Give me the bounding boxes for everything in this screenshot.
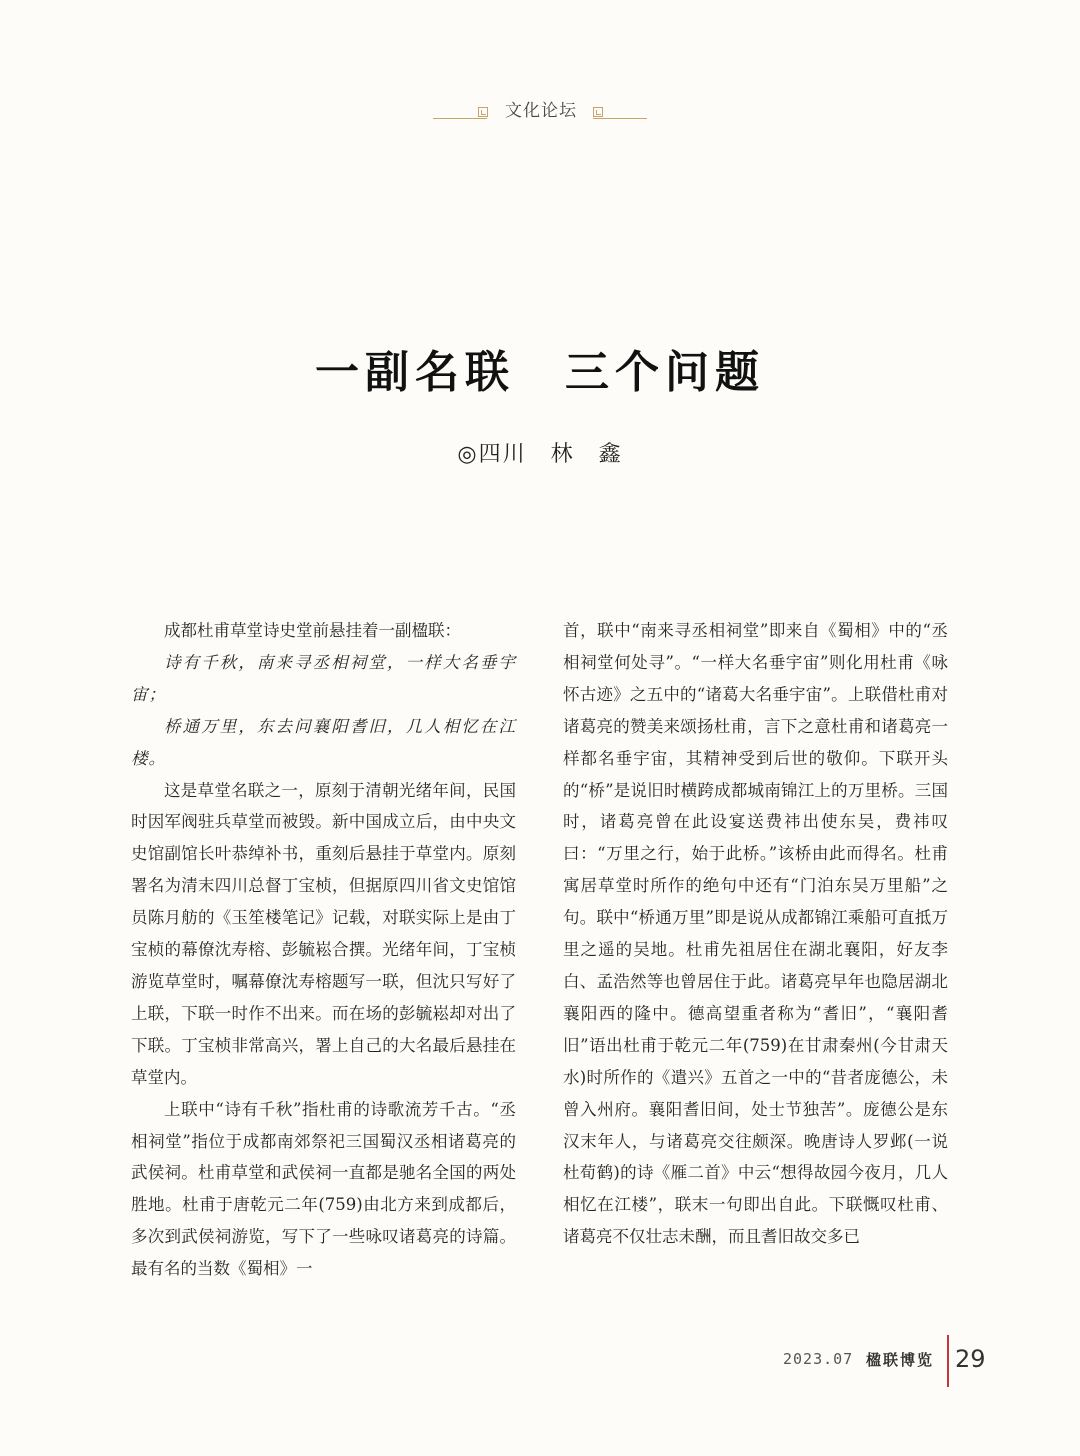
couplet-second-line: 桥通万里，东去问襄阳耆旧，几人相忆在江楼。 [131,716,516,768]
paragraph-continued: 首，联中“南来寻丞相祠堂”即来自《蜀相》中的“丞相祠堂何处寻”。“一样大名垂宇宙”则化用杜甫《咏怀古迹》之五中的“诸葛大名垂宇宙”。上联借杜甫对诸葛亮的赞美来颂扬杜甫，言下之意杜甫和诸葛亮一样都名垂宇宙，其精神受到后世的敬仰。下联开头的“桥”是说旧时横跨成都城南锦江上的万里桥。三国时，诸葛亮曾在此设宴送费祎出使东吴，费祎叹曰：“万里之行，始于此桥。”该桥由此而得名。杜甫寓居草堂时所作的绝句中还有“门泊东吴万里船”之句。联中“桥通万里”即是说从成都锦江乘船可直抵万里之遥的吴地。杜甫先祖居住在湖北襄阳，好友李白、孟浩然等也曾居住于此。诸葛亮早年也隐居湖北襄阳西的隆中。德高望重者称为“耆旧”，“襄阳耆旧”语出杜甫于乾元二年(759)在甘肃秦州(今甘肃天水)时所作的《遣兴》五首之一中的“昔者庞德公，未曾入州府。襄阳耆旧间，处士节独苦”。庞德公是东汉末年人，与诸葛亮交往颇深。晚唐诗人罗邺(一说杜荀鹤)的诗《雁二首》中云“想得故园今夜月，几人相忆在江楼”，联末一句即出自此。下联慨叹杜甫、诸葛亮不仅壮志未酬，而且耆旧故交多已 [563,621,948,1247]
article-title: 一副名联 三个问题 [315,347,765,398]
paragraph-history: 这是草堂名联之一，原刻于清朝光绪年间，民国时因军阀驻兵草堂而被毁。新中国成立后，由中央文史馆副馆长叶恭绰补书，重刻后悬挂于草堂内。原刻署名为清末四川总督丁宝桢，但据原四川省文史馆馆员陈月舫的《玉笙楼笔记》记载，对联实际上是由丁宝桢的幕僚沈寿榕、彭毓崧合撰。光绪年间，丁宝桢游览草堂时，嘱幕僚沈寿榕题写一联，但沈只写好了上联，下联一时作不出来。而在场的彭毓崧却对出了下联。丁宝桢非常高兴，署上自己的大名最后悬挂在草堂内。 [131,780,516,1087]
page-footer [0,1347,1080,1387]
right-column [563,615,948,1253]
section-title: 文化论坛 [505,101,577,121]
magazine-name: 楹联博览 [866,1351,935,1369]
header-rule-left [433,118,487,119]
header-rule-right [593,118,647,119]
header-ornament-left-icon [478,107,488,117]
header-ornament-right-icon [593,107,603,117]
footer-rule [947,1335,949,1387]
left-column [131,615,516,1285]
paragraph-intro: 成都杜甫草堂诗史堂前悬挂着一副楹联： [164,621,461,640]
issue-date: 2023.07 [783,1350,854,1368]
paragraph-first-line-analysis: 上联中“诗有千秋”指杜甫的诗歌流芳千古。“丞相祠堂”指位于成都南郊祭祀三国蜀汉丞相诸葛亮的武侯祠。杜甫草堂和武侯祠一直都是驰名全国的两处胜地。杜甫于唐乾元二年(759)由北方来到成都后，多次到武侯祠游览，写下了一些咏叹诸葛亮的诗篇。最有名的当数《蜀相》一 [131,1099,516,1279]
page-number: 29 [955,1345,986,1373]
couplet-first-line: 诗有千秋，南来寻丞相祠堂，一样大名垂宇宙； [131,652,516,704]
article-byline: ◎四川 林 鑫 [457,442,623,467]
section-header [0,98,1080,128]
